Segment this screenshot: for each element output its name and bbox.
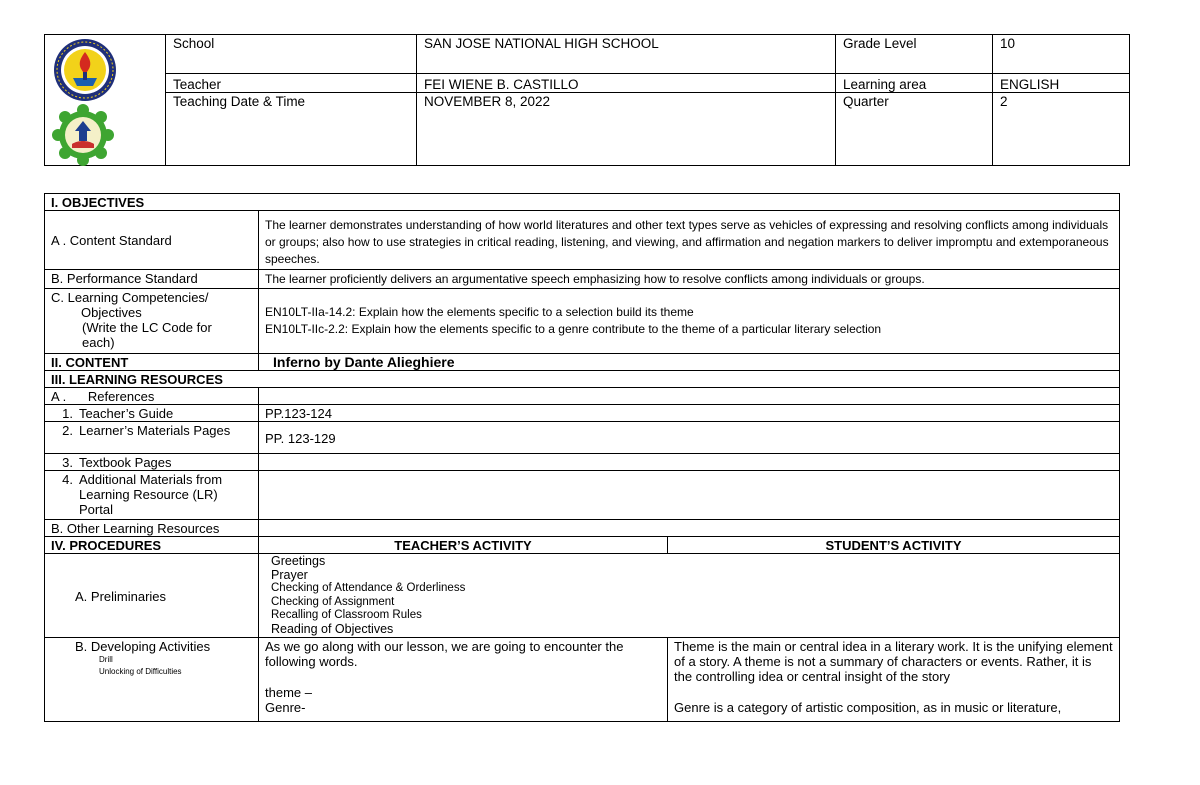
procedures-heading: IV. PROCEDURES <box>45 537 259 554</box>
resources-heading: III. LEARNING RESOURCES <box>45 371 1120 388</box>
area-label: Learning area <box>836 74 993 93</box>
learners-materials-value: PP. 123-129 <box>259 422 1120 454</box>
deped-seal-icon <box>52 104 114 166</box>
preliminaries-label: A. Preliminaries <box>45 554 259 638</box>
prelim-item: Checking of Attendance & Orderliness <box>271 582 466 594</box>
competencies-label-line2: Objectives <box>81 305 142 320</box>
additional-materials-value <box>259 471 1120 520</box>
area-value: ENGLISH <box>993 74 1130 93</box>
additional-materials-label: 4. Additional Materials from Learning Resource (LR) Portal <box>45 471 259 520</box>
word-genre: Genre- <box>265 700 306 715</box>
date-value: NOVEMBER 8, 2022 <box>417 93 836 166</box>
competency-1 <box>265 304 1113 321</box>
quarter-label: Quarter <box>836 93 993 166</box>
references-value <box>259 388 1120 405</box>
teachers-guide-value: PP.123-124 <box>259 405 1120 422</box>
grade-label: Grade Level <box>836 35 993 74</box>
lesson-plan-table <box>44 193 1120 722</box>
teacher-activity-heading: TEACHER’S ACTIVITY <box>259 537 668 554</box>
competency-1-code: EN10LT-IIa-14.2: <box>265 305 356 319</box>
student-activity-genre: Genre is a category of artistic composition, as in music or literature, <box>674 700 1062 715</box>
word-theme: theme – <box>265 685 312 700</box>
competencies-text <box>259 289 1120 354</box>
competency-2 <box>265 321 1113 338</box>
textbook-pages-label: 3. Textbook Pages <box>45 454 259 471</box>
other-resources-label: B. Other Learning Resources <box>45 520 259 537</box>
prelim-item: Recalling of Classroom Rules <box>271 609 422 621</box>
prelim-item: Prayer <box>271 567 308 582</box>
header-table <box>44 34 1130 166</box>
competency-2-code: EN10LT-IIc-2.2: <box>265 322 349 336</box>
preliminaries-list <box>259 554 1120 638</box>
competency-1-text: Explain how the elements specific to a selection build its theme <box>355 305 694 319</box>
competencies-label <box>45 289 259 354</box>
learners-materials-label: 2. Learner’s Materials Pages <box>45 422 259 454</box>
textbook-pages-value <box>259 454 1120 471</box>
references-label: A . References <box>45 388 259 405</box>
competency-2-text: Explain how the elements specific to a genre contribute to the theme of a particular literary selection <box>348 322 882 336</box>
quarter-value: 2 <box>993 93 1130 166</box>
objectives-heading: I. OBJECTIVES <box>45 194 1120 211</box>
developing-activities-label <box>45 638 259 722</box>
drill-label: Drill <box>99 655 113 664</box>
teachers-guide-label: 1. Teacher’s Guide <box>45 405 259 422</box>
teacher-value: FEI WIENE B. CASTILLO <box>417 74 836 93</box>
school-seal-icon <box>53 38 117 102</box>
unlocking-label: Unlocking of Difficulties <box>99 667 182 676</box>
content-standard-label: A . Content Standard <box>45 211 259 270</box>
prelim-item: Greetings <box>271 554 326 568</box>
performance-standard-text: The learner proficiently delivers an argumentative speech emphasizing how to resolve conflicts among individuals or groups. <box>259 270 1120 289</box>
competencies-label-line3: (Write the LC Code for <box>82 320 212 335</box>
teacher-label: Teacher <box>166 74 417 93</box>
school-label: School <box>166 35 417 74</box>
prelim-item: Reading of Objectives <box>271 621 394 636</box>
student-activity-theme: Theme is the main or central idea in a literary work. It is the unifying element of a story. A theme is not a summary of characters or events. Rather, it is the controlling idea or central insight of the story <box>674 639 1113 684</box>
competencies-label-line1: C. Learning Competencies/ <box>51 290 209 305</box>
other-resources-value <box>259 520 1120 537</box>
developing-activities-title: B. Developing Activities <box>75 639 211 654</box>
content-heading: II. CONTENT <box>45 354 259 371</box>
content-standard-text: The learner demonstrates understanding of how world literatures and other text types serve as vehicles of expressing and resolving conflicts among individuals or groups; also how to use strategies in critical reading, listening, and viewing, and affirmation and negation markers to deliver impromptu and extemporaneous speeches. <box>259 211 1120 270</box>
teacher-activity-text: As we go along with our lesson, we are going to encounter the following words. <box>265 639 624 669</box>
grade-value: 10 <box>993 35 1130 74</box>
date-label: Teaching Date & Time <box>166 93 417 166</box>
performance-standard-label: B. Performance Standard <box>45 270 259 289</box>
content-value: Inferno by Dante Alieghiere <box>259 354 1120 371</box>
teacher-activity-cell <box>259 638 668 722</box>
student-activity-cell <box>668 638 1120 722</box>
school-value: SAN JOSE NATIONAL HIGH SCHOOL <box>417 35 836 74</box>
competencies-label-line4: each) <box>82 335 115 350</box>
student-activity-heading: STUDENT’S ACTIVITY <box>668 537 1120 554</box>
prelim-item: Checking of Assignment <box>271 595 395 608</box>
